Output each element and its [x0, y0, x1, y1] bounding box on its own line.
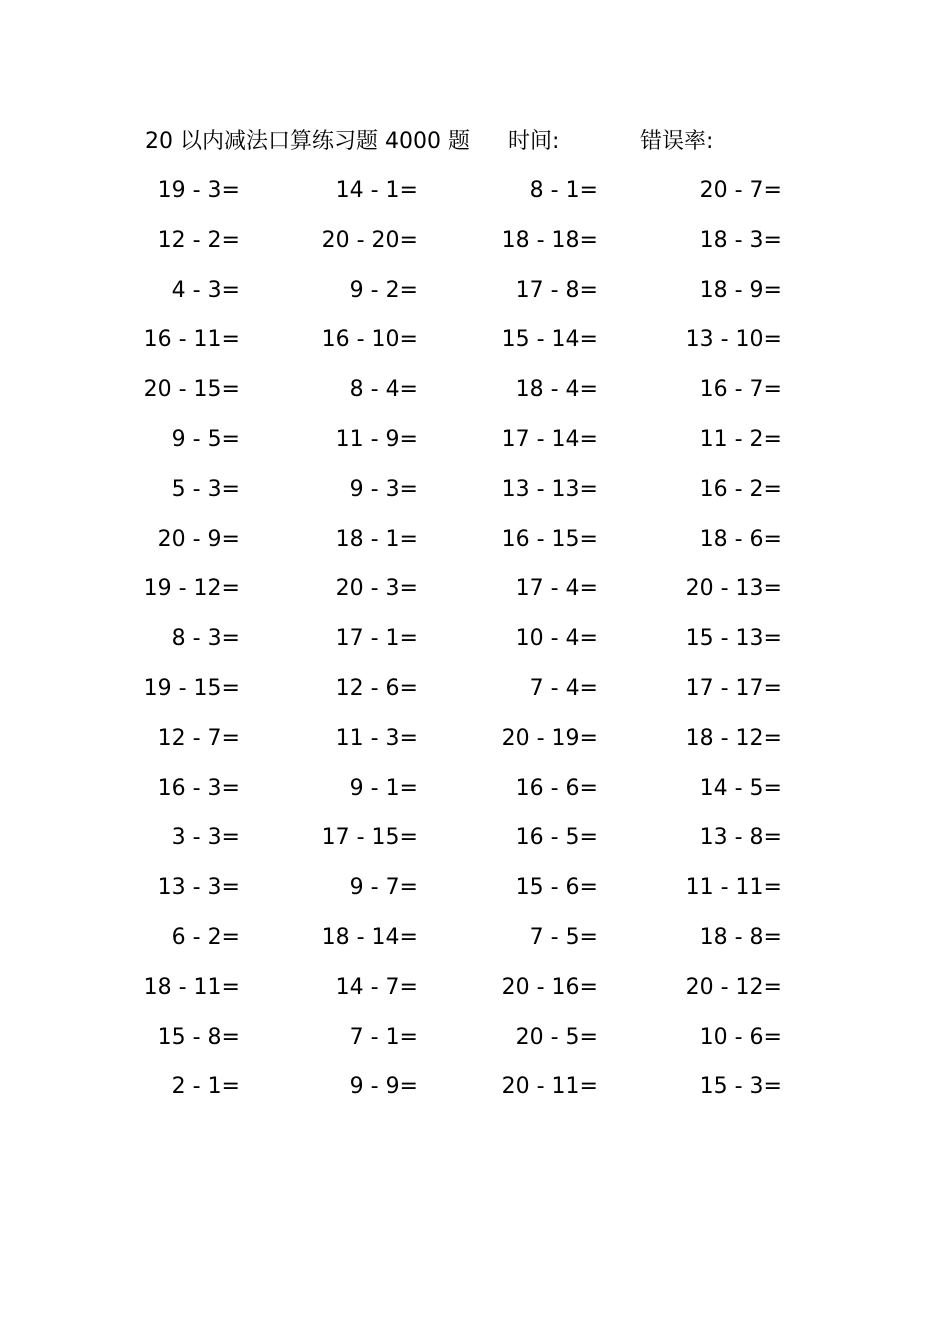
- problem-item: 10 - 6=: [699, 1024, 782, 1050]
- problem-item: 15 - 14=: [501, 327, 598, 353]
- problem-item: 8 - 3=: [171, 626, 240, 652]
- problem-item: 20 - 20=: [321, 227, 418, 253]
- problem-item: 20 - 9=: [157, 526, 240, 552]
- problem-item: 11 - 11=: [685, 875, 782, 901]
- problem-item: 20 - 19=: [501, 725, 598, 751]
- problem-item: 11 - 3=: [335, 725, 418, 751]
- problem-item: 19 - 15=: [143, 676, 240, 701]
- problem-item: 18 - 12=: [685, 725, 782, 751]
- problem-item: 20 - 3=: [335, 576, 418, 602]
- problem-item: 16 - 5=: [515, 825, 598, 851]
- problem-item: 16 - 10=: [321, 327, 418, 353]
- problem-item: 17 - 8=: [515, 277, 598, 303]
- problem-item: 20 - 7=: [699, 178, 782, 203]
- problem-item: 11 - 9=: [335, 427, 418, 452]
- problem-item: 9 - 9=: [349, 1074, 418, 1100]
- problem-item: 7 - 1=: [349, 1024, 418, 1050]
- problem-item: 15 - 13=: [685, 626, 782, 652]
- problem-item: 3 - 3=: [171, 825, 240, 851]
- problem-item: 20 - 13=: [685, 576, 782, 602]
- problem-item: 6 - 2=: [171, 925, 240, 950]
- problem-item: 16 - 3=: [157, 775, 240, 801]
- problem-item: 16 - 2=: [699, 476, 782, 502]
- problem-item: 12 - 6=: [335, 676, 418, 701]
- problem-item: 18 - 14=: [321, 925, 418, 950]
- problem-item: 16 - 6=: [515, 775, 598, 801]
- problem-item: 16 - 7=: [699, 377, 782, 403]
- problem-item: 18 - 1=: [335, 526, 418, 552]
- problem-item: 12 - 7=: [157, 725, 240, 751]
- problem-item: 5 - 3=: [171, 476, 240, 502]
- problem-item: 20 - 15=: [143, 377, 240, 403]
- problem-item: 20 - 5=: [515, 1024, 598, 1050]
- problem-item: 13 - 8=: [699, 825, 782, 851]
- problem-item: 18 - 11=: [143, 974, 240, 1000]
- problem-item: 10 - 4=: [515, 626, 598, 652]
- problem-item: 14 - 1=: [335, 178, 418, 203]
- worksheet-title: 20 以内减法口算练习题 4000 题: [145, 129, 470, 154]
- problem-item: 13 - 10=: [685, 327, 782, 353]
- problem-item: 19 - 3=: [157, 178, 240, 203]
- problem-item: 15 - 6=: [515, 875, 598, 901]
- problem-item: 14 - 7=: [335, 974, 418, 1000]
- problem-item: 20 - 16=: [501, 974, 598, 1000]
- problem-item: 15 - 3=: [699, 1074, 782, 1100]
- problem-item: 9 - 7=: [349, 875, 418, 901]
- time-label: 时间:: [508, 129, 560, 154]
- problem-item: 17 - 1=: [335, 626, 418, 652]
- problem-item: 7 - 4=: [529, 676, 598, 701]
- problem-item: 9 - 5=: [171, 427, 240, 452]
- problem-item: 20 - 11=: [501, 1074, 598, 1100]
- problem-item: 17 - 17=: [685, 676, 782, 701]
- problem-item: 11 - 2=: [699, 427, 782, 452]
- problem-item: 18 - 18=: [501, 227, 598, 253]
- problem-item: 20 - 12=: [685, 974, 782, 1000]
- problem-item: 18 - 4=: [515, 377, 598, 403]
- problem-item: 18 - 8=: [699, 925, 782, 950]
- problem-item: 9 - 1=: [349, 775, 418, 801]
- problem-item: 8 - 4=: [349, 377, 418, 403]
- problem-item: 9 - 3=: [349, 476, 418, 502]
- problem-item: 15 - 8=: [157, 1024, 240, 1050]
- problem-item: 18 - 6=: [699, 526, 782, 552]
- problem-item: 17 - 14=: [501, 427, 598, 452]
- problem-item: 16 - 15=: [501, 526, 598, 552]
- error-rate-label: 错误率:: [640, 129, 714, 154]
- problem-item: 17 - 4=: [515, 576, 598, 602]
- problem-item: 13 - 13=: [501, 476, 598, 502]
- problem-item: 12 - 2=: [157, 227, 240, 253]
- problem-item: 8 - 1=: [529, 178, 598, 203]
- problem-item: 17 - 15=: [321, 825, 418, 851]
- problem-item: 18 - 9=: [699, 277, 782, 303]
- problem-item: 19 - 12=: [143, 576, 240, 602]
- problem-item: 14 - 5=: [699, 775, 782, 801]
- problem-item: 13 - 3=: [157, 875, 240, 901]
- problem-item: 9 - 2=: [349, 277, 418, 303]
- problem-item: 7 - 5=: [529, 925, 598, 950]
- problem-item: 4 - 3=: [171, 277, 240, 303]
- problem-item: 16 - 11=: [143, 327, 240, 353]
- problem-item: 18 - 3=: [699, 227, 782, 253]
- problem-item: 2 - 1=: [171, 1074, 240, 1100]
